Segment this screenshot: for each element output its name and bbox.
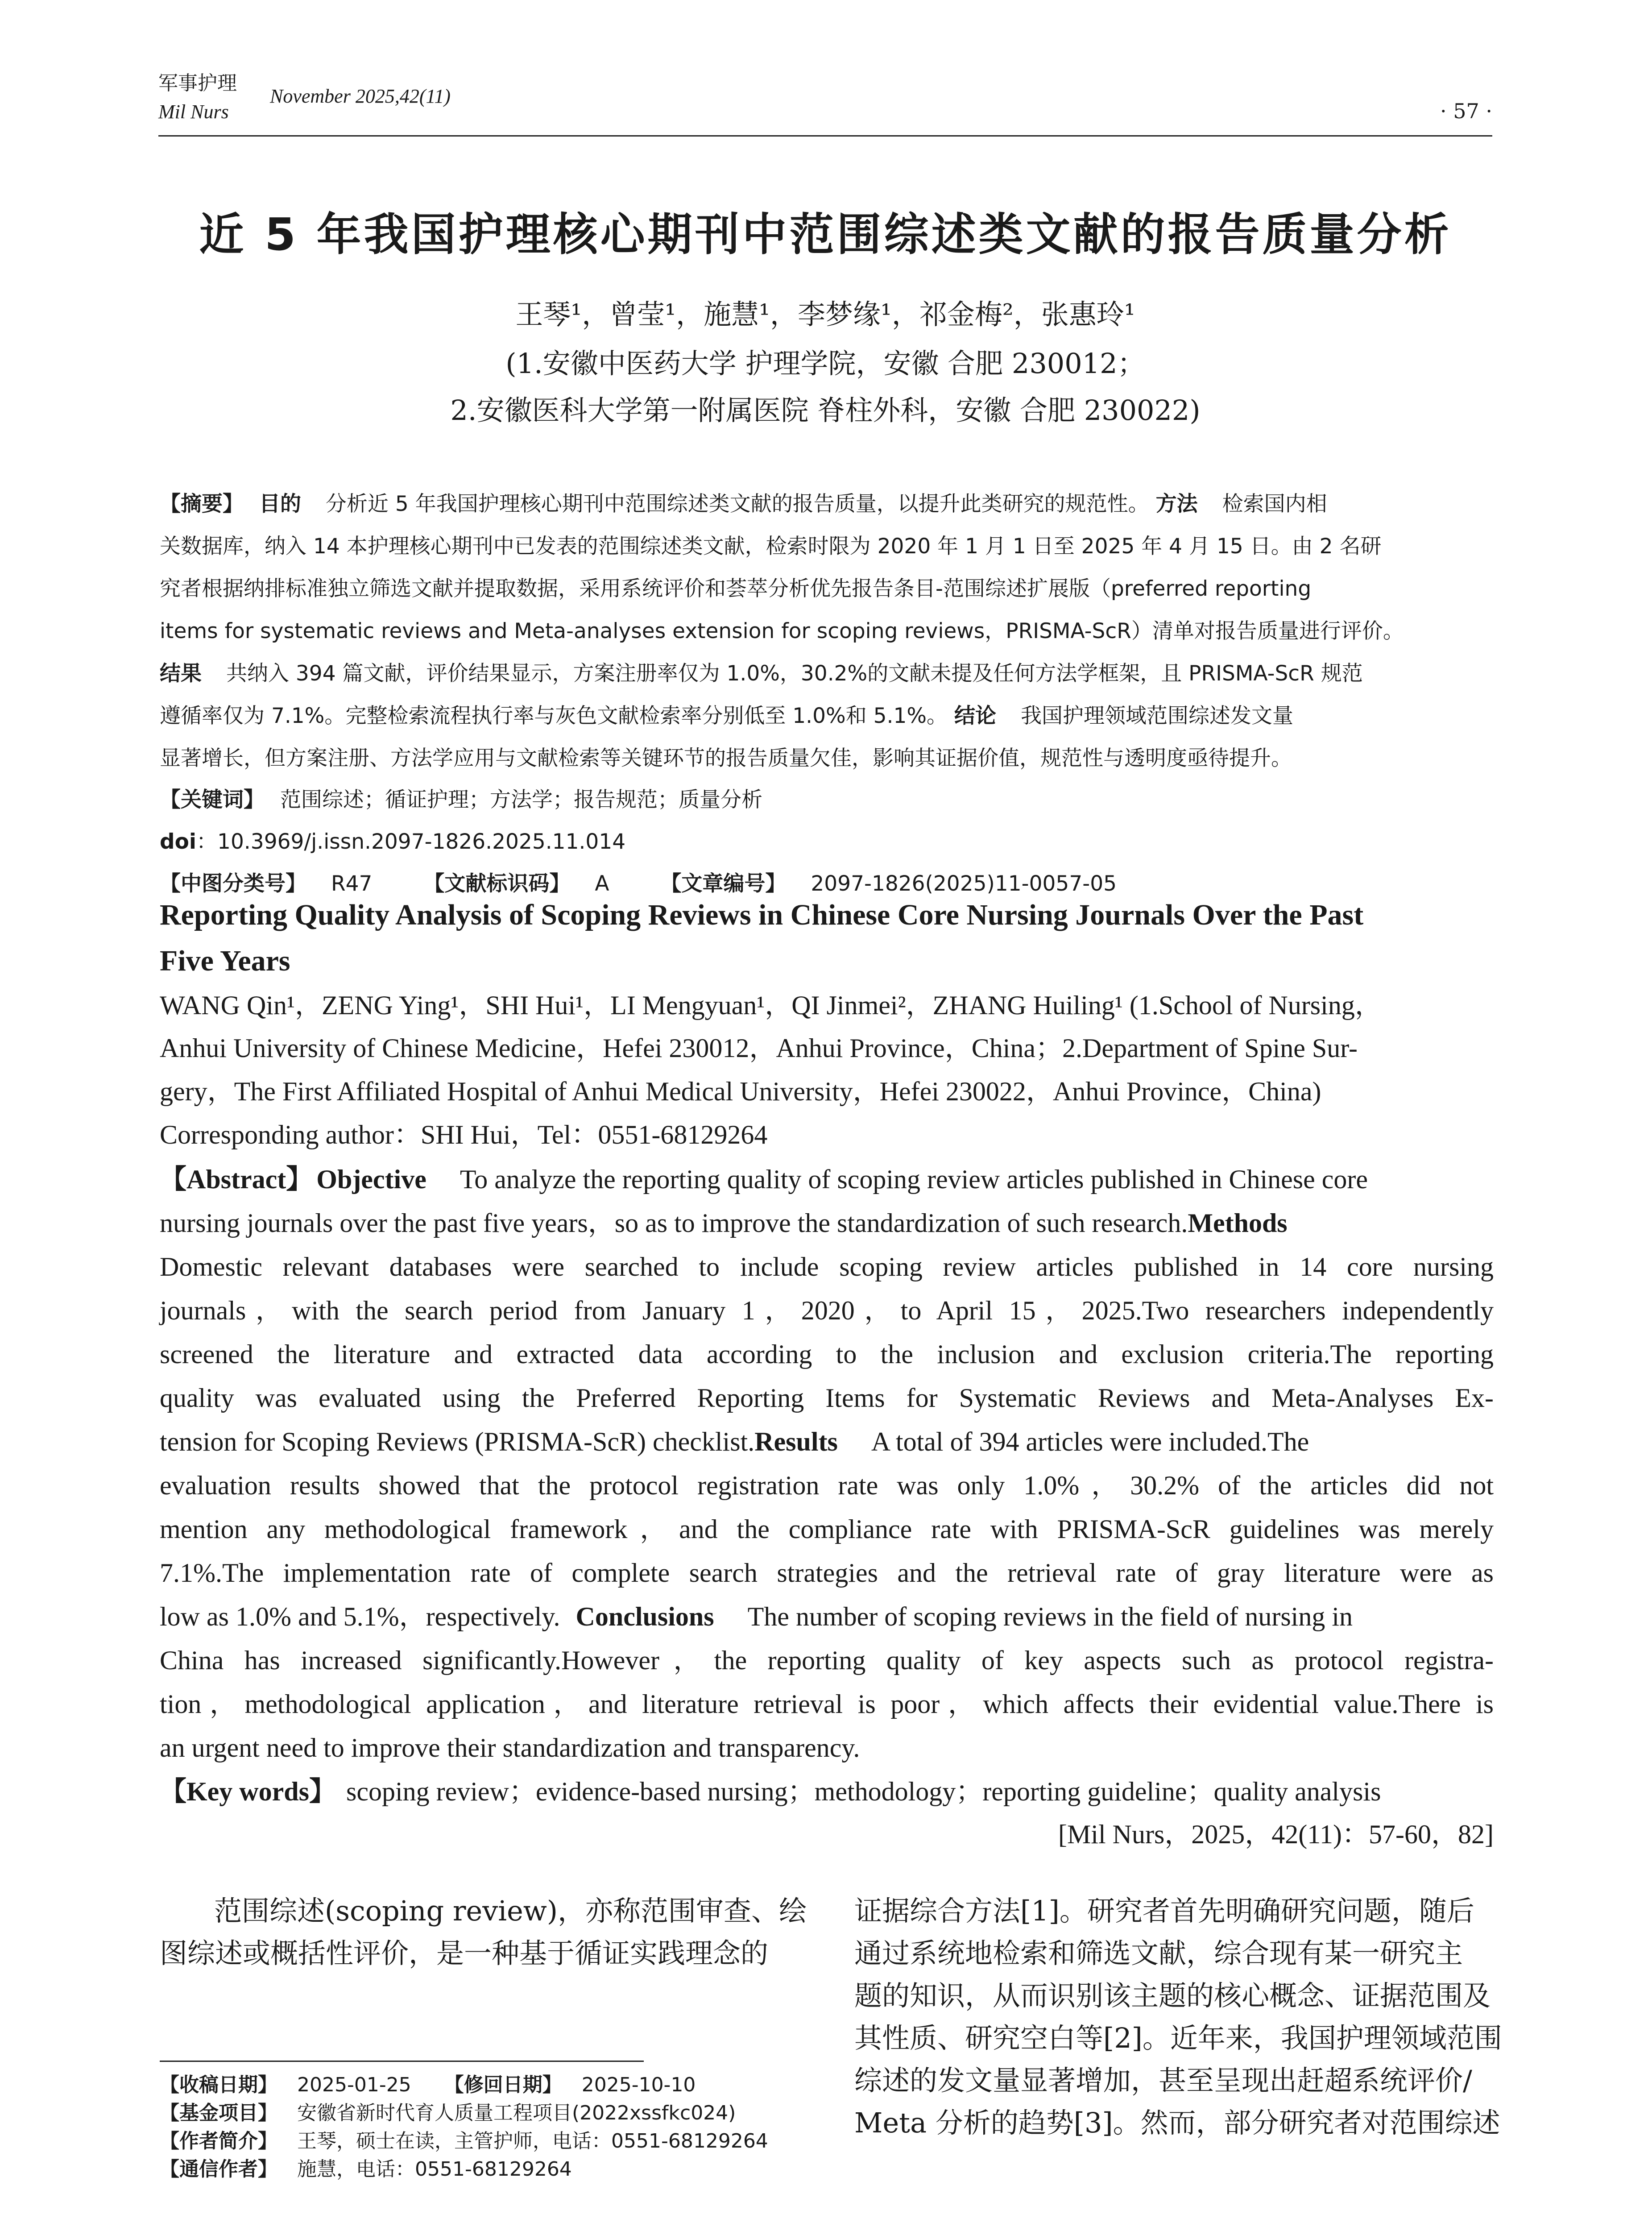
footnote-author: 【作者简介】 王琴，硕士在读，主管护师，电话：0551-68129264 [160,2130,768,2152]
citation: [Mil Nurs，2025，42(11)：57-60，82] [1058,1820,1494,1849]
en-abstract-line: Domestic relevant databases were searched to include scoping review articles published in 14 core nursing [160,1252,1494,1281]
body-paragraph-line: 图综述或概括性评价，是一种基于循证实践理念的 [160,1937,769,1970]
en-methods-label: Methods [1188,1208,1288,1238]
affiliation-2: 2.安徽医科大学第一附属医院 脊柱外科，安徽 合肥 230022) [450,394,1201,427]
en-abstract-line: screened the literature and extracted data according to the inclusion and exclusion criteria.The reporting [160,1339,1494,1369]
body-paragraph-line: 范围综述(scoping review)，亦称范围审查、绘 [214,1895,807,1927]
en-abstract-line: an urgent need to improve their standardization and transparency. [160,1733,860,1762]
journal-name-en: Mil Nurs [158,101,229,123]
en-abstract-line: 【Abstract】 Objective To analyze the reporting quality of scoping review articles published in Chinese core [160,1165,1368,1194]
body-paragraph-line: 题的知识，从而识别该主题的核心概念、证据范围及 [854,1979,1491,2012]
en-abstract-line: low as 1.0% and 5.1%，respectively. Conclusions The number of scoping reviews in the field of nursing in [160,1602,1353,1631]
en-abstract-line: evaluation results showed that the protocol registration rate was only 1.0%，30.2% of the articles did not [160,1471,1494,1500]
header-rule [158,135,1492,137]
en-conclusions-label: Conclusions [576,1602,714,1631]
footnote-dates: 【收稿日期】 2025-01-25 【修回日期】 2025-10-10 [160,2073,696,2096]
en-results-label: Results [754,1427,838,1456]
en-abstract-line: journals，with the search period from January 1，2020，to April 15，2025.Two researchers independently [160,1296,1494,1325]
journal-name-cn: 军事护理 [158,72,237,95]
body-paragraph-line: 综述的发文量显著增加，甚至呈现出赶超系统评价/ [854,2064,1472,2097]
en-abstract-line: mention any methodological framework，and the compliance rate with PRISMA-ScR guidelines was merely [160,1514,1494,1544]
english-title: Reporting Quality Analysis of Scoping Reviews in Chinese Core Nursing Journals Over the Past [160,899,1364,931]
body-paragraph-line: Meta 分析的趋势[3]。然而，部分研究者对范围综述 [854,2107,1500,2139]
affiliation-1: (1.安徽中医药大学 护理学院，安徽 合肥 230012； [505,347,1145,380]
cn-abstract-label: 【摘要】 [160,492,244,516]
cn-abstract-line: items for systematic reviews and Meta-analyses extension for scoping reviews，PRISMA-ScR）清单对报告质量进行评价。 [160,619,1404,643]
footnote-rule [160,2061,644,2062]
cn-abstract-line: 究者根据纳排标准独立筛选文献并提取数据，采用系统评价和荟萃分析优先报告条目-范围综述扩展版（preferred reporting [160,576,1312,601]
en-abstract-line: China has increased significantly.However，the reporting quality of key aspects such as protocol registra- [160,1646,1494,1675]
cn-abstract-line: 结果 共纳入 394 篇文献，评价结果显示，方案注册率仅为 1.0%，30.2%的文献未提及任何方法学框架，且 PRISMA-ScR 规范 [160,661,1363,686]
english-affiliation: Anhui University of Chinese Medicine，Hefei 230012，Anhui Province，China；2.Department of Spine Sur- [160,1033,1358,1063]
en-keywords: 【Key words】 scoping review；evidence-based nursing；methodology；reporting guideline；quality analysis [160,1777,1381,1806]
cn-keywords: 【关键词】 范围综述；循证护理；方法学；报告规范；质量分析 [160,788,762,812]
cn-abstract-line: 关数据库，纳入 14 本护理核心期刊中已发表的范围综述类文献，检索时限为 2020 年 1 月 1 日至 2025 年 4 月 15 日。由 2 名研 [160,534,1382,559]
footnote-corresponding: 【通信作者】 施慧，电话：0551-68129264 [160,2158,572,2181]
page-number: · 57 · [1440,99,1492,123]
article-title: 近 5 年我国护理核心期刊中范围综述类文献的报告质量分析 [199,208,1452,261]
english-affiliation: gery，The First Affiliated Hospital of Anhui Medical University，Hefei 230022，Anhui Province，China) [160,1077,1321,1106]
english-title: Five Years [160,945,290,977]
footnote-fund: 【基金项目】 安徽省新时代育人质量工程项目(2022xssfkc024) [160,2102,736,2124]
cn-conclusion-label: 结论 [954,704,996,728]
issue-info: November 2025,42(11) [270,85,451,107]
cn-methods-label: 方法 [1155,492,1198,516]
en-abstract-line: 7.1%.The implementation rate of complete search strategies and the retrieval rate of gray literature were as [160,1558,1494,1588]
classification-line: 【中图分类号】 R47 【文献标识码】 A 【文章编号】 2097-1826(2025)11-0057-05 [160,871,1117,896]
cn-abstract-line: 遵循率仅为 7.1%。完整检索流程执行率与灰色文献检索率分别低至 1.0%和 5.1%。 结论 我国护理领域范围综述发文量 [160,704,1293,728]
author-list: 王琴¹，曾莹¹，施慧¹，李梦缘¹，祁金梅²，张惠玲¹ [515,298,1135,331]
cn-abstract-line: 【摘要】 目的 分析近 5 年我国护理核心期刊中范围综述类文献的报告质量，以提升此类研究的规范性。 方法 检索国内相 [160,492,1327,516]
cn-objective-label: 目的 [259,492,301,516]
en-abstract-line: tension for Scoping Reviews (PRISMA-ScR) checklist.Results A total of 394 articles were included.The [160,1427,1309,1456]
en-abstract-line: nursing journals over the past five years，so as to improve the standardization of such research.Methods [160,1208,1288,1238]
en-abstract-line: tion，methodological application，and literature retrieval is poor，which affects their evidential value.There is [160,1689,1494,1719]
body-paragraph-line: 其性质、研究空白等[2]。近年来，我国护理领域范围 [854,2022,1502,2054]
doi: doi：10.3969/j.issn.2097-1826.2025.11.014 [160,829,626,854]
cn-abstract-line: 显著增长，但方案注册、方法学应用与文献检索等关键环节的报告质量欠佳，影响其证据价值，规范性与透明度亟待提升。 [160,746,1292,771]
en-abstract-line: quality was evaluated using the Preferred Reporting Items for Systematic Reviews and Meta-Analyses Ex- [160,1383,1494,1413]
body-paragraph-line: 通过系统地检索和筛选文献，综合现有某一研究主 [854,1937,1463,1970]
body-paragraph-line: 证据综合方法[1]。研究者首先明确研究问题，随后 [854,1895,1474,1927]
corresponding-author: Corresponding author：SHI Hui，Tel：0551-68129264 [160,1120,768,1149]
en-abstract-label: 【Abstract】 [160,1165,313,1194]
english-authors: WANG Qin¹，ZENG Ying¹，SHI Hui¹，LI Mengyuan¹，QI Jinmei²，ZHANG Huiling¹ (1.School of Nursing， [160,991,1382,1020]
cn-results-label: 结果 [160,661,202,686]
